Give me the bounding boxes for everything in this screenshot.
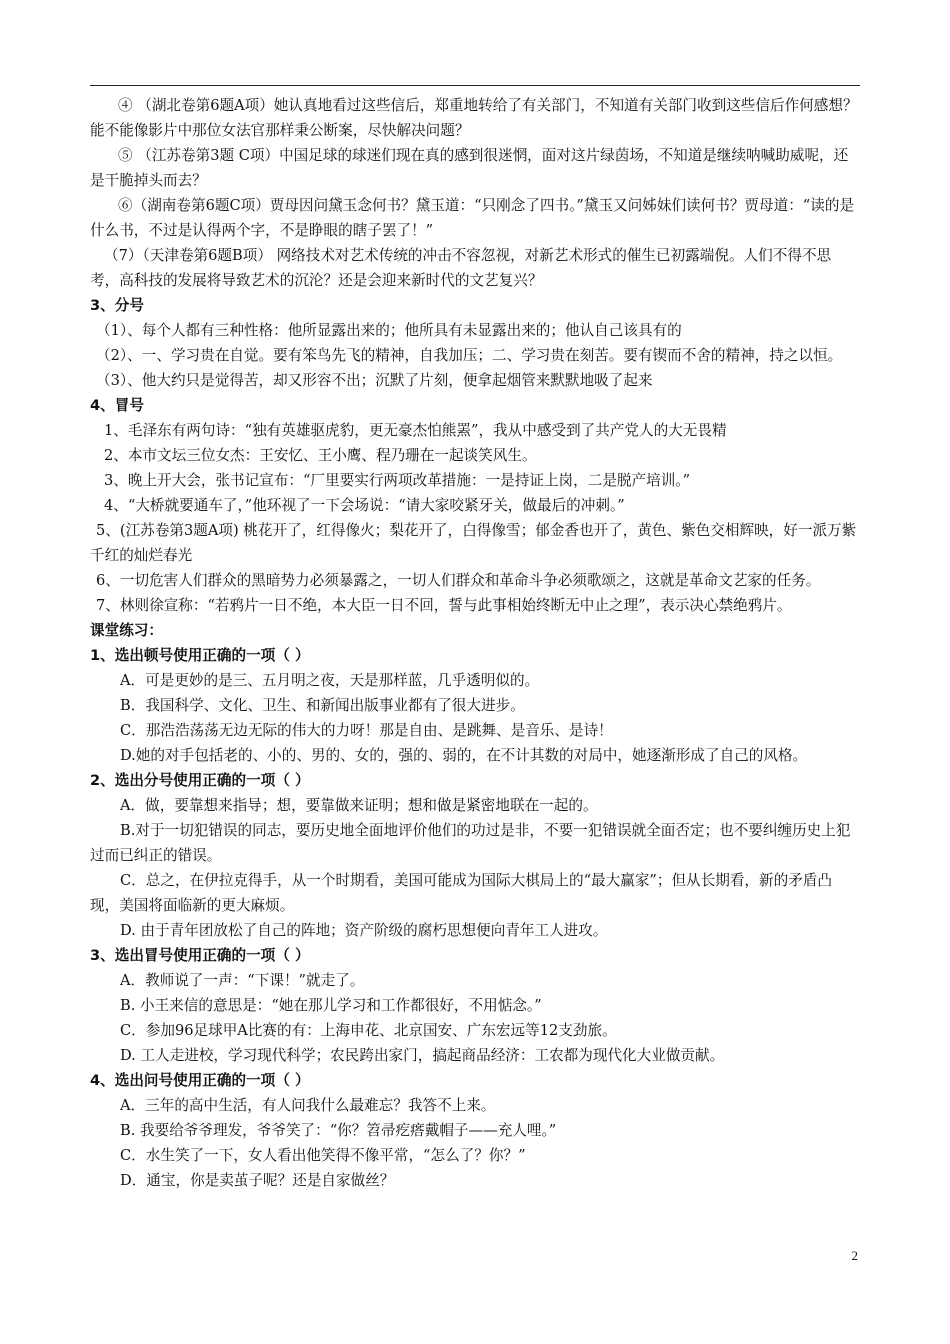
question-2-option-d: D. 由于青年团放松了自己的阵地；资产阶级的腐朽思想便向青年工人进攻。 <box>120 922 608 939</box>
header-rule <box>90 85 860 86</box>
practice-heading: 课堂练习： <box>90 622 163 639</box>
question-2-option-b: B.对于一切犯错误的同志，要历史地全面地评价他们的功过是非，不要一犯错误就全面否定；也不要纠缠历史上犯过而已纠正的错误。 <box>90 822 851 864</box>
question-1-option-a: A．可是更妙的是三、五月明之夜，天是那样蓝，几乎透明似的。 <box>120 672 540 689</box>
example-6: ⑥（湖南卷第6题C项）贾母因问黛玉念何书？黛玉道：“只刚念了四书。”黛玉又问姊妹们读何书？贾母道：“读的是什么书，不过是认得两个字，不是睁眼的瞎子罢了！” <box>90 197 855 239</box>
question-3-option-a: A．教师说了一声：“下课！”就走了。 <box>120 972 365 989</box>
semicolon-item-2: （2）、一、学习贵在自觉。要有笨鸟先飞的精神，自我加压；二、学习贵在刻苦。要有锲而不舍的精神，持之以恒。 <box>96 347 843 364</box>
colon-item-5: 5、(江苏卷第3题A项) 桃花开了，红得像火；梨花开了，白得像雪；郁金香也开了，黄色、紫色交相辉映，好一派万紫千红的灿烂春光 <box>90 522 857 564</box>
question-3-option-b: B. 小王来信的意思是：“她在那儿学习和工作都很好，不用惦念。” <box>120 997 542 1014</box>
question-3-option-c: C．参加96足球甲A比赛的有：上海申花、北京国安、广东宏远等12支劲旅。 <box>120 1022 617 1039</box>
question-4-option-d: D．通宝，你是卖茧子呢？还是自家做丝？ <box>120 1172 395 1189</box>
question-1-option-d: D.她的对手包括老的、小的、男的、女的，强的、弱的，在不计其数的对局中，她逐渐形成了自己的风格。 <box>120 747 808 764</box>
colon-item-2: 2、本市文坛三位女杰：王安忆、王小鹰、程乃珊在一起谈笑风生。 <box>104 447 537 464</box>
colon-item-3: 3、晚上开大会，张书记宣布：“厂里要实行两项改革措施：一是持证上岗，二是脱产培训。” <box>104 472 691 489</box>
semicolon-item-3: （3）、他大约只是觉得苦，却又形容不出；沉默了片刻，便拿起烟管来默默地吸了起来 <box>96 372 653 389</box>
question-1-option-c: C．那浩浩荡荡无边无际的伟大的力呀！那是自由、是跳舞、是音乐、是诗！ <box>120 722 613 739</box>
question-4-option-c: C．水生笑了一下，女人看出他笑得不像平常，“怎么了？你？” <box>120 1147 526 1164</box>
colon-item-6: 6、一切危害人们群众的黑暗势力必须暴露之，一切人们群众和革命斗争必须歌颂之，这就是革命文艺家的任务。 <box>96 572 821 589</box>
question-2-option-a: A．做，要靠想来指导；想，要靠做来证明；想和做是紧密地联在一起的。 <box>120 797 598 814</box>
question-4-title: 4、选出问号使用正确的一项（ ） <box>90 1072 310 1089</box>
page-number: 2 <box>851 1248 858 1263</box>
semicolon-item-1: （1）、每个人都有三种性格：他所显露出来的；他所具有未显露出来的；他认自己该具有的 <box>96 322 682 339</box>
question-1-option-b: B．我国科学、文化、卫生、和新闻出版事业都有了很大进步。 <box>120 697 525 714</box>
colon-item-1: 1、毛泽东有两句诗：“独有英雄驱虎豹，更无豪杰怕熊罴”，我从中感受到了共产党人的大无畏精 <box>104 422 727 439</box>
question-3-title: 3、选出冒号使用正确的一项（ ） <box>90 947 310 964</box>
question-4-option-b: B. 我要给爷爷理发，爷爷笑了：“你？笤帚疙瘩戴帽子——充人哩。” <box>120 1122 557 1139</box>
document-body <box>90 93 860 1193</box>
colon-heading: 4、冒号 <box>90 397 144 414</box>
colon-item-7: 7、林则徐宣称：“若鸦片一日不绝，本大臣一日不回，誓与此事相始终断无中止之理”，表示决心禁绝鸦片。 <box>96 597 792 614</box>
example-7: （7）（天津卷第6题B项） 网络技术对艺术传统的冲击不容忽视，对新艺术形式的催生已初露端倪。人们不得不思考，高科技的发展将导致艺术的沉沦？还是会迎来新时代的文艺复兴？ <box>90 247 832 289</box>
question-2-option-c: C．总之，在伊拉克得手，从一个时期看，美国可能成为国际大棋局上的“最大赢家”；但从长期看，新的矛盾凸现，美国将面临新的更大麻烦。 <box>90 872 832 914</box>
semicolon-heading: 3、分号 <box>90 297 144 314</box>
question-2-title: 2、选出分号使用正确的一项（ ） <box>90 772 310 789</box>
question-3-option-d: D. 工人走进校，学习现代科学；农民跨出家门，搞起商品经济：工农都为现代化大业做贡献。 <box>120 1047 725 1064</box>
question-4-option-a: A．三年的高中生活，有人问我什么最难忘？我答不上来。 <box>120 1097 496 1114</box>
example-5: ⑤ （江苏卷第3题 C项）中国足球的球迷们现在真的感到很迷惘，面对这片绿茵场，不知道是继续呐喊助威呢，还是干脆掉头而去？ <box>90 147 849 189</box>
example-4: ④ （湖北卷第6题A项）她认真地看过这些信后，郑重地转给了有关部门，不知道有关部门收到这些信后作何感想？能不能像影片中那位女法官那样秉公断案，尽快解决问题？ <box>90 97 858 139</box>
question-1-title: 1、选出顿号使用正确的一项（ ） <box>90 647 310 664</box>
colon-item-4: 4、“大桥就要通车了，”他环视了一下会场说：“请大家咬紧牙关，做最后的冲刺。” <box>104 497 625 514</box>
